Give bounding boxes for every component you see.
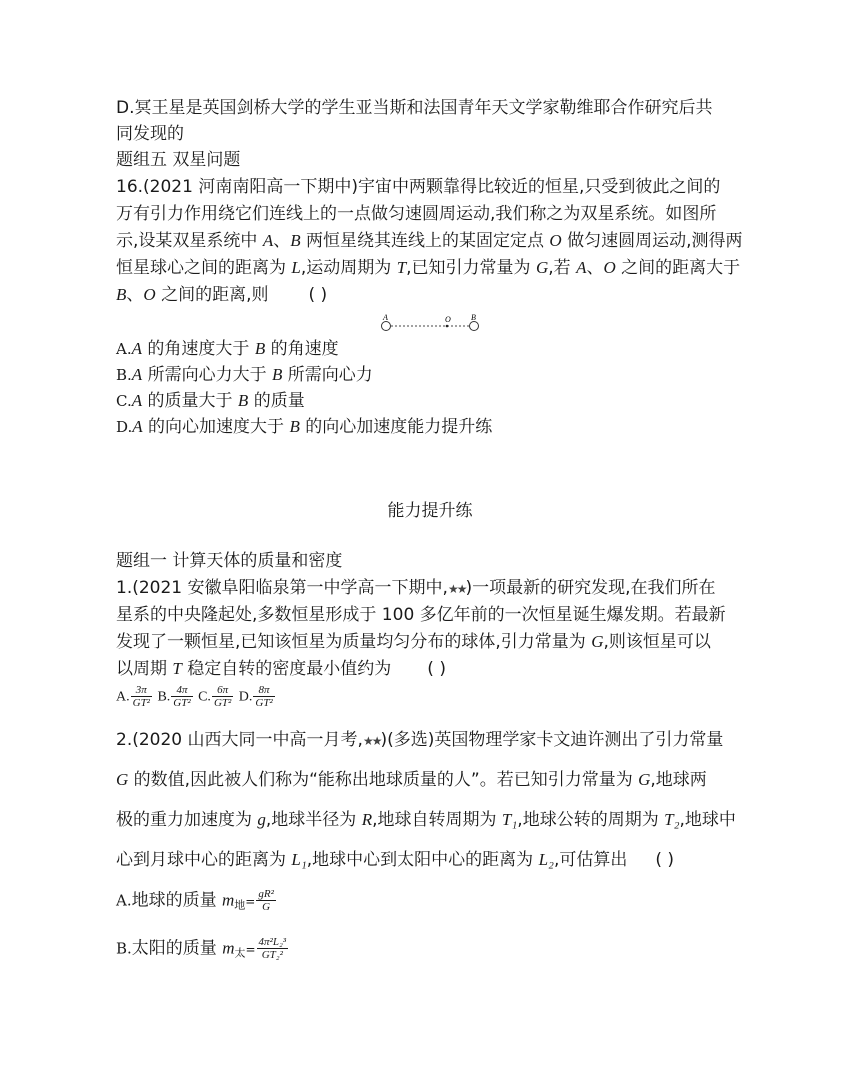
center-point-o [446,325,449,328]
group5-heading: 题组五 双星问题 [116,150,241,170]
binary-star-diagram [378,310,488,336]
earth-mass-fraction: $\frac{\text{gR²}}{G}$ [258,888,274,913]
difficulty-stars-icon: ★★ [362,734,381,748]
star-a [382,322,391,331]
label-b: B [471,313,476,322]
group1-heading: 题组一 计算天体的质量和密度 [116,551,343,571]
label-o: O [445,315,451,324]
q2-line3: 极的重力加速度为 g,地球半径为 R,地球自转周期为 T₁,地球公转的周期为 T₂,地球中 [116,810,736,830]
q16-line2: 万有引力作用绕它们连线上的一点做匀速圆周运动,我们称之为双星系统。如图所 [116,204,717,224]
q2-line1: 2.(2020 山西大同一中高一月考,★★)(多选)英国物理学家卡文迪许测出了引力常量 [116,730,724,750]
q1-line3: 发现了一颗恒星,已知该恒星为质量均匀分布的球体,引力常量为 G,则该恒星可以 [116,632,711,652]
sun-mass-fraction: $\frac{\text{4π²L₂³}}{\text{GT₂²}}$ [258,936,287,961]
q1-option-d-fraction: $\frac{8\pi}{\text{GT²}}$ [255,684,273,709]
q2-option-b: B.太阳的质量 m太= $\frac{\text{4π²L₂³}}{\text{GT₂²}}$ [116,936,287,961]
q1-option-c-fraction: $\frac{6\pi}{\text{GT²}}$ [213,684,232,709]
label-a: A [383,313,388,322]
q2-line4: 心到月球中心的距离为 L₁,地球中心到太阳中心的距离为 L₂,可估算出 ( ) [116,850,675,870]
q1-option-b-fraction: $\frac{4\pi}{\text{GT²}}$ [173,684,191,709]
q1-line1: 1.(2021 安徽阜阳临泉第一中学高一下期中,★★)一项最新的研究发现,在我们所在 [116,578,716,598]
option-d-text: D.冥王星是英国剑桥大学的学生亚当斯和法国青年天文学家勒维耶合作研究后共 [116,98,713,118]
section-heading: 能力提升练 [387,501,473,521]
q16-line1: 16.(2021 河南南阳高一下期中)宇宙中两颗靠得比较近的恒星,只受到彼此之间的 [116,177,721,197]
q1-line4: 以周期 T 稳定自转的密度最小值约为 ( ) [116,659,446,679]
difficulty-stars-icon: ★★ [447,582,466,596]
q16-line3: 示,设某双星系统中 A、B 两恒星绕其连线上的某固定定点 O 做匀速圆周运动,测得两 [116,231,743,251]
q16-line5: B、O 之间的距离,则 ( ) [116,285,328,305]
q16-option-b: B.A 所需向心力大于 B 所需向心力 [116,365,373,385]
q2-line2: G 的数值,因此被人们称为“能称出地球质量的人”。若已知引力常量为 G,地球两 [116,770,707,790]
q16-option-d: D.A 的向心加速度大于 B 的向心加速度能力提升练 [116,417,493,437]
q1-line2: 星系的中央隆起处,多数恒星形成于 100 多亿年前的一次恒星诞生爆发期。若最新 [116,605,726,625]
option-d-text-cont: 同发现的 [116,124,184,144]
q16-option-c: C.A 的质量大于 B 的质量 [116,391,305,411]
q16-line4: 恒星球心之间的距离为 L,运动周期为 T,已知引力常量为 G,若 A、O 之间的距离大于 [116,258,741,278]
q1-option-a-fraction: $\frac{3\pi}{\text{GT²}}$ [132,684,150,709]
q1-options: A. $\frac{3\pi}{\text{GT²}}$ B. $\frac{4\pi}{\text{GT²}}$ C. $\frac{6\pi}{\text{GT²}}$ D. $\frac{8\pi}{\text{GT²}}$ [116,684,273,709]
q16-option-a: A.A 的角速度大于 B 的角速度 [116,339,339,359]
star-b [470,322,479,331]
q2-option-a: A.地球的质量 m地= $\frac{\text{gR²}}{G}$ [116,888,274,913]
